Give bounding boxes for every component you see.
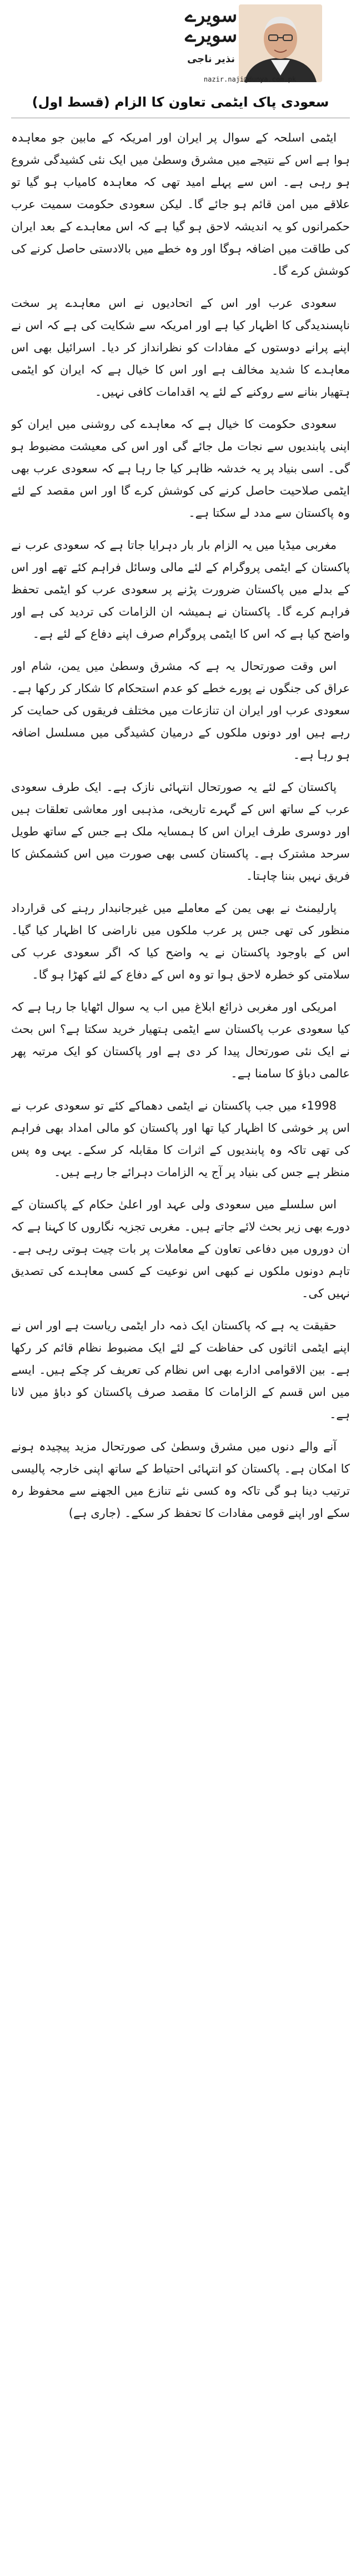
article-paragraph: 1998ء میں جب پاکستان نے ایٹمی دھماکے کئے تو سعودی عرب نے اس پر خوشی کا اظہار کیا تھا اور پاکستان کو مالی امداد بھی فراہم کی تھی تاکہ وہ پابندیوں کے اثرات کا مقابلہ کر سکے۔ یہی وہ پس منظر ہے جس کی بنیاد پر آج یہ الزامات دہرائے جا رہے ہیں۔ (11, 1099, 350, 1179)
columnist-portrait-icon (239, 4, 322, 82)
article-paragraph: اس سلسلے میں سعودی ولی عہد اور اعلیٰ حکام کے پاکستان کے دورے بھی زیر بحث لائے جاتے ہیں۔ مغربی تجزیہ نگاروں کا کہنا ہے کہ ان دوروں میں دفاعی تعاون کے معاملات پر بات چیت ہوتی رہی ہے۔ تاہم دونوں ملکوں نے کبھی اس نوعیت کے کسی معاہدے کی تصدیق نہیں کی۔ (11, 1198, 350, 1300)
article-paragraph: سعودی عرب اور اس کے اتحادیوں نے اس معاہدے پر سخت ناپسندیدگی کا اظہار کیا ہے اور امریکہ سے شکایت کی ہے کہ اس نے اپنے پرانے دوستوں کے مفادات کو نظرانداز کر دیا۔ اسرائیل بھی اس معاہدے کا شدید مخالف ہے اور اس کا خیال ہے کہ ایران کو ایٹمی ہتھیار بنانے سے روکنے کے لئے یہ اقدامات کافی نہیں۔ (11, 296, 350, 399)
article-paragraph: سعودی حکومت کا خیال ہے کہ معاہدے کی روشنی میں ایران کو اپنی پابندیوں سے نجات مل جائے گی اور اس کی معیشت مضبوط ہو گی۔ اسی بنیاد پر یہ خدشہ ظاہر کیا جا رہا ہے کہ سعودی عرب بھی ایٹمی صلاحیت حاصل کرنے کی کوشش کرے گا اور اس مقصد کے لئے وہ پاکستان سے مدد لے سکتا ہے۔ (11, 417, 350, 520)
author-name: نذیر ناجی (187, 53, 235, 65)
columnist-photo (239, 4, 322, 82)
article-paragraph: ایٹمی اسلحہ کے سوال پر ایران اور امریکہ کے مابین جو معاہدہ ہوا ہے اس کے نتیجے میں مشرق وسطیٰ میں ایک نئی کشیدگی شروع ہو رہی ہے۔ اس سے پہلے امید تھی کہ معاہدہ کامیاب ہو گیا تو علاقے میں امن قائم ہو جائے گا۔ لیکن سعودی حکومت سمیت عرب حکمرانوں کو یہ اندیشہ لاحق ہو گیا ہے کہ اس معاہدے کے بعد ایران کی طاقت میں اضافہ ہوگا اور وہ خطے میں بالادستی حاصل کرنے کی کوشش کرے گا۔ (11, 131, 350, 278)
article-paragraph: پاکستان کے لئے یہ صورتحال انتہائی نازک ہے۔ ایک طرف سعودی عرب کے ساتھ اس کے گہرے تاریخی، مذہبی اور معاشی تعلقات ہیں اور دوسری طرف ایران اس کا ہمسایہ ملک ہے جس کے ساتھ طویل سرحد مشترک ہے۔ پاکستان کسی بھی صورت میں اس کشمکش کا فریق نہیں بننا چاہتا۔ (11, 780, 350, 883)
article-paragraph: امریکی اور مغربی ذرائع ابلاغ میں اب یہ سوال اٹھایا جا رہا ہے کہ کیا سعودی عرب پاکستان سے ایٹمی ہتھیار خرید سکتا ہے؟ اس بحث نے ایک نئی صورتحال پیدا کر دی ہے اور پاکستان کو ایک مرتبہ پھر عالمی دباؤ کا سامنا ہے۔ (11, 1000, 350, 1080)
article-title: سعودی پاک ایٹمی تعاون کا الزام (قسط اول) (32, 94, 329, 110)
article-paragraph: آنے والے دنوں میں مشرق وسطیٰ کی صورتحال مزید پیچیدہ ہونے کا امکان ہے۔ پاکستان کو انتہائی احتیاط کے ساتھ اپنی خارجہ پالیسی ترتیب دینا ہو گی تاکہ وہ کسی نئے تنازع میں الجھنے سے محفوظ رہ سکے اور اپنے قومی مفادات کا تحفظ کر سکے۔ (جاری ہے) (11, 1440, 350, 1520)
author-email: nazir.naji@dunya.com.pk (203, 75, 297, 83)
article-paragraph: اس وقت صورتحال یہ ہے کہ مشرق وسطیٰ میں یمن، شام اور عراق کی جنگوں نے پورے خطے کو عدم استحکام کا شکار کر رکھا ہے۔ سعودی عرب اور ایران ان تنازعات میں مختلف فریقوں کی حمایت کر رہے ہیں اور دونوں ملکوں کے درمیان کشیدگی میں مسلسل اضافہ ہو رہا ہے۔ (11, 659, 350, 762)
column-header (0, 0, 361, 89)
article-body (11, 127, 350, 2566)
article-paragraph: حقیقت یہ ہے کہ پاکستان ایک ذمہ دار ایٹمی ریاست ہے اور اس نے اپنے ایٹمی اثاثوں کی حفاظت کے لئے ایک مضبوط نظام قائم کر رکھا ہے۔ بین الاقوامی ادارے بھی اس نظام کی تعریف کر چکے ہیں۔ ایسے میں اس قسم کے الزامات کا مقصد صرف پاکستان کو دباؤ میں لانا ہے۔ (11, 1319, 350, 1421)
article-paragraph: مغربی میڈیا میں یہ الزام بار بار دہرایا جاتا ہے کہ سعودی عرب نے پاکستان کے ایٹمی پروگرام کے لئے مالی وسائل فراہم کئے تھے اور اس کے بدلے میں پاکستان ضرورت پڑنے پر سعودی عرب کو ایٹمی تحفظ فراہم کرے گا۔ پاکستان نے ہمیشہ ان الزامات کی تردید کی ہے اور واضح کیا ہے کہ اس کا ایٹمی پروگرام صرف اپنے دفاع کے لئے ہے۔ (11, 538, 350, 641)
article-paragraph: پارلیمنٹ نے بھی یمن کے معاملے میں غیرجانبدار رہنے کی قرارداد منظور کی تھی جس پر عرب ملکوں میں ناراضی کا اظہار کیا گیا۔ اس کے باوجود پاکستان نے یہ واضح کیا کہ اگر سعودی عرب کی سلامتی کو خطرہ لاحق ہوا تو وہ اس کے دفاع کے لئے کھڑا ہو گا۔ (11, 901, 350, 981)
column-title: سویرے سویرے (184, 4, 238, 47)
